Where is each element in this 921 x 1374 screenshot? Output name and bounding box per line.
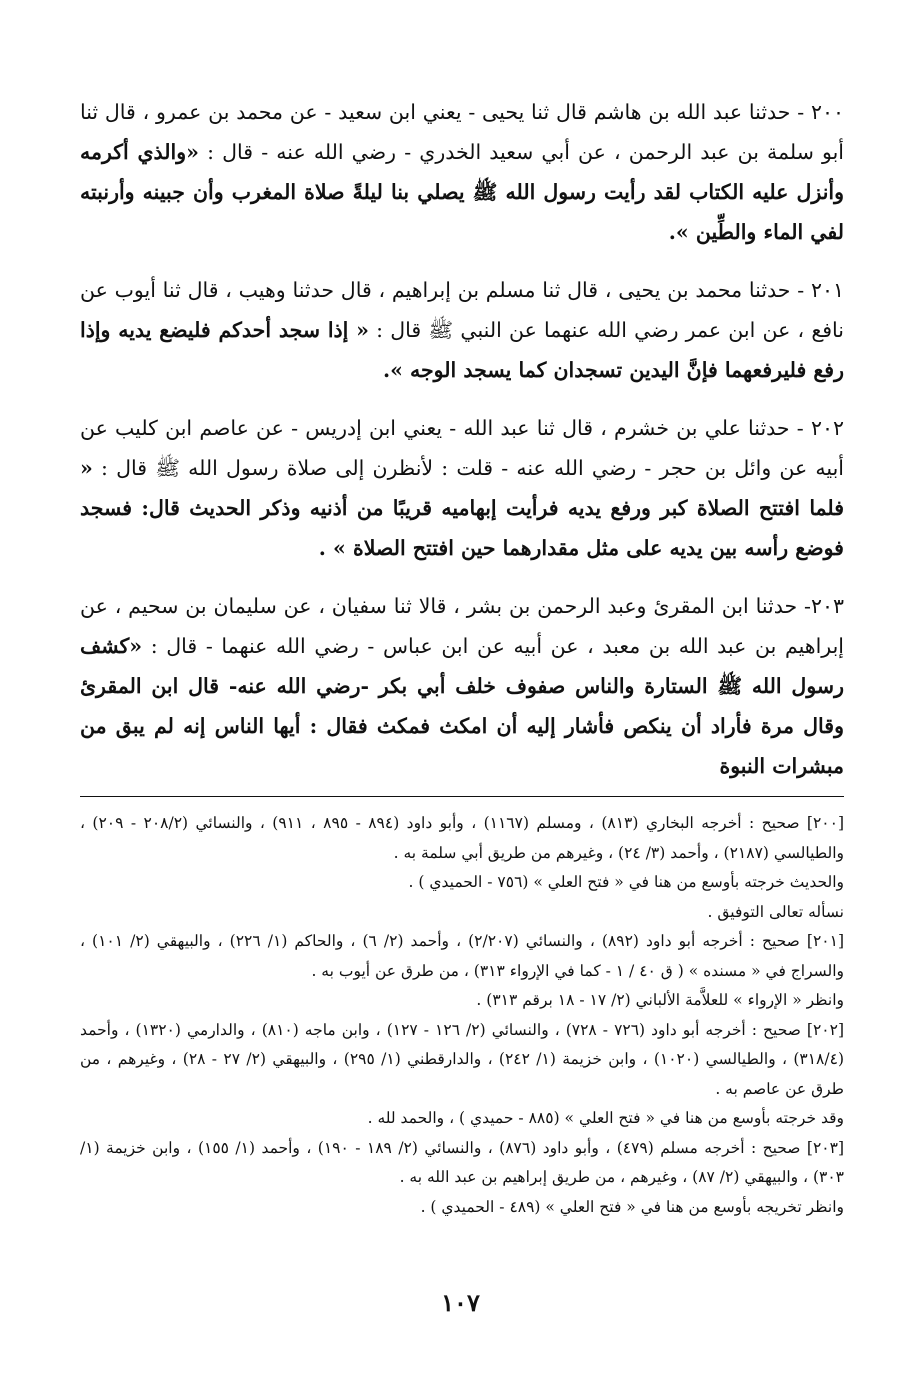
footnote-text: وقد خرجته بأوسع من هنا في « فتح العلي » (٨٨٥ - حميدي ) ، والحمد لله . [367,1109,844,1127]
footnotes [80,809,844,1222]
footnote-text: والحديث خرجته بأوسع من هنا في « فتح العلي » (٧٥٦ - الحميدي ) . [408,873,844,891]
hadith-201 [80,270,844,390]
hadith-number: ٢٠٣ [810,594,844,618]
footnote-203 [80,1134,844,1223]
page-number: ١٠٧ [441,1288,480,1317]
footnote-200 [80,809,844,927]
footnote-201 [80,927,844,1016]
hadith-isnad: - حدثنا عبد الله بن هاشم قال ثنا يحيى - يعني ابن سعيد - عن محمد بن عمرو ، قال ثنا أبو سلمة بن عبد الرحمن ، عن أبي سعيد الخدري - رضي الله عنه - قال : [80,100,844,164]
hadith-matn: «والذي أكرمه وأنزل عليه الكتاب لقد رأيت رسول الله ﷺ يصلي بنا ليلةً صلاة المغرب وأن جبينه وأرنبته لفي الماء والطِّين ». [80,140,844,244]
hadith-203 [80,586,844,786]
footnote-text: وانظر « الإرواء » للعلاَّمة الألباني (٢/ ١٧ - ١٨ برقم ٣١٣) . [476,991,844,1009]
hadith-number: ٢٠٠ [810,100,844,124]
footnote-text: [٢٠٠] صحيح : أخرجه البخاري (٨١٣) ، ومسلم (١١٦٧) ، وأبو داود (٨٩٤ - ٨٩٥ ، ٩١١) ، والنسائي (٢٠٨/٢ - ٢٠٩) ، والطيالسي (٢١٨٧) ، وأحمد (٣/ ٢٤) ، وغيرهم من طريق أبي سلمة به . [80,814,845,862]
footnote-separator [80,796,844,797]
footnote-text: [٢٠٢] صحيح : أخرجه أبو داود (٧٢٦ - ٧٢٨) ، والنسائي (٢/ ١٢٦ - ١٢٧) ، وابن ماجه (٨١٠) ، والدارمي (١٣٢٠) ، وأحمد (٣١٨/٤) ، والطيالسي (١٠٢٠) ، وابن خزيمة (١/ ٢٤٢) ، والدارقطني (١/ ٢٩٥) ، والبيهقي (٢/ ٢٧ - ٢٨) ، وغيرهم ، من طرق عن عاصم به . [80,1020,844,1098]
hadith-number: ٢٠٢ [810,416,844,440]
hadith-isnad: - حدثنا ابن المقرئ وعبد الرحمن بن بشر ، قالا ثنا سفيان ، عن سليمان بن سحيم ، عن إبراهيم بن عبد الله بن معبد ، عن أبيه عن ابن عباس - رضي الله عنهما - قال : [80,594,844,658]
hadith-isnad: - حدثنا محمد بن يحيى ، قال ثنا مسلم بن إبراهيم ، قال حدثنا وهيب ، قال ثنا أيوب عن نافع ، عن ابن عمر رضي الله عنهما عن النبي ﷺ قال : [80,278,844,342]
hadith-200 [80,92,844,252]
footnote-text: [٢٠٣] صحيح : أخرجه مسلم (٤٧٩) ، وأبو داود (٨٧٦) ، والنسائي (٢/ ١٨٩ - ١٩٠) ، وأحمد (١/ ١٥٥) ، وابن خزيمة (١/ ٣٠٣) ، والبيهقي (٢/ ٨٧) ، وغيرهم ، من طريق إبراهيم بن عبد الله به . [80,1138,844,1186]
hadith-isnad: - حدثنا علي بن خشرم ، قال ثنا عبد الله - يعني ابن إدريس - عن عاصم ابن كليب عن أبيه عن وائل بن حجر - رضي الله عنه - قلت : لأنظرن إلى صلاة رسول الله ﷺ قال : [80,416,844,480]
footnote-202 [80,1016,844,1134]
hadith-number: ٢٠١ [810,278,844,302]
hadith-matn: «كشف رسول الله ﷺ الستارة والناس صفوف خلف أبي بكر -رضي الله عنه- قال ابن المقرئ وقال مرة فأراد أن ينكص فأشار إليه أن امكث فمكث فقال : أيها الناس إنه لم يبق من مبشرات النبوة [80,634,844,778]
hadith-202 [80,408,844,568]
main-text [80,92,844,786]
footnote-text: وانظر تخريجه بأوسع من هنا في « فتح العلي » (٤٨٩ - الحميدي ) . [420,1197,844,1216]
footnote-text: [٢٠١] صحيح : أخرجه أبو داود (٨٩٢) ، والنسائي (٢/٢٠٧) ، وأحمد (٢/ ٦) ، والحاكم (١/ ٢٢٦) ، والبيهقي (٢/ ١٠١) ، والسراج في « مسنده » ( ق ٤٠ / ١ - كما في الإرواء ٣١٣) ، من طرق عن أيوب به . [80,932,844,980]
footnote-text: نسأله تعالى التوفيق . [707,902,844,921]
hadith-matn: « فلما افتتح الصلاة كبر ورفع يديه فرأيت إبهاميه قريبًا من أذنيه وذكر الحديث قال: فسجد فوضع رأسه بين يديه على مثل مقدارهما حين افتتح الصلاة » . [80,456,844,560]
hadith-matn: « إذا سجد أحدكم فليضع يديه وإذا رفع فليرفعهما فإنَّ اليدين تسجدان كما يسجد الوجه ». [80,318,844,382]
